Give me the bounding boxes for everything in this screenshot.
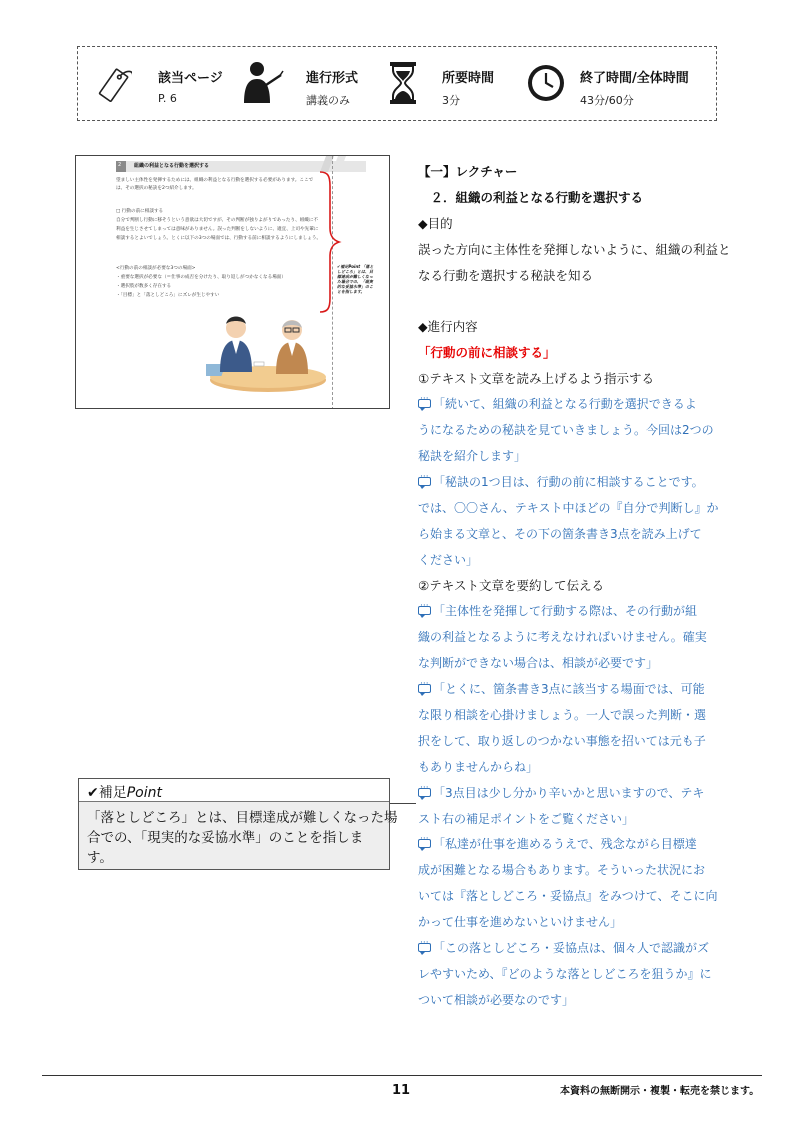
thumbnail-line: <行動の前の相談が必要な3つの場面> — [116, 266, 196, 271]
thumbnail-line: 利益を生じさせてしまっては意味がありません。誤った判断をしないように、適宜、上司や先輩に — [116, 227, 319, 232]
note-line — [418, 214, 728, 232]
note-line — [418, 343, 728, 361]
note-line — [418, 421, 728, 438]
point-line: 合での、「現実的な妥協水準」のことを指しま — [87, 830, 364, 846]
meeting-illustration — [206, 314, 336, 394]
thumbnail-line: 自分で判断し行動に移そうという意欲は大切ですが、その判断が独りよがりであったり、組織に不 — [116, 218, 319, 223]
check-icon: ✔ — [87, 785, 99, 801]
speech-bubble-icon — [418, 606, 431, 615]
info-label: 該当ページ — [158, 71, 223, 86]
session-info-box — [77, 46, 717, 121]
note-line — [418, 810, 728, 827]
note-text: 「私達が仕事を進めるうえで、残念ながら目標達 — [433, 837, 697, 852]
note-text: ら始まる文章と、その下の箇条書き3点を読み上げて — [418, 526, 702, 541]
note-line — [418, 576, 728, 594]
note-line — [418, 654, 728, 671]
thumbnail-line: ・重要な選択が必要な（＝仕事の成否を分けたり、取り返しがつかなくなる場面） — [116, 275, 286, 280]
note-line — [418, 499, 728, 516]
thumbnail-line: 望ましい主体性を発揮するためには、組織の利益となる行動を選択する必要があります。ここで — [116, 178, 314, 183]
note-line — [418, 628, 728, 645]
speech-line — [418, 835, 728, 852]
speech-bubble-icon — [418, 943, 431, 952]
info-page — [98, 47, 248, 122]
note-text: レやすいため、『どのような落としどころを狙うか』に — [418, 966, 712, 981]
point-title-suffix: Point — [126, 785, 162, 801]
note-line — [418, 965, 728, 982]
speech-bubble-icon — [418, 399, 431, 408]
note-text: うになるための秘訣を見ていきましょう。今回は2つの — [418, 423, 714, 437]
note-text: ◆進行内容 — [418, 319, 478, 335]
info-value: 講義のみ — [306, 94, 350, 107]
tag-icon — [98, 63, 132, 107]
note-text: なる行動を選択する秘訣を知る — [418, 267, 594, 283]
note-line — [418, 732, 728, 749]
speech-line — [418, 939, 728, 956]
note-line — [418, 758, 728, 775]
note-line — [418, 188, 728, 206]
speech-line — [418, 395, 728, 412]
point-connector-line — [390, 803, 416, 804]
note-line — [418, 551, 728, 568]
note-line — [418, 317, 728, 335]
note-text: ください」 — [418, 552, 479, 567]
note-text: ①テキスト文章を読み上げるよう指示する — [418, 371, 654, 387]
thumbnail-number: 2 — [118, 162, 122, 168]
footer-rule — [42, 1075, 762, 1076]
note-line — [418, 240, 731, 258]
info-format — [238, 47, 388, 122]
note-text: 「とくに、箇条書き3点に該当する場面では、可能 — [433, 682, 705, 696]
thumbnail-line: ・選択肢が数多く存在する — [116, 284, 172, 289]
speech-line — [418, 784, 728, 801]
speech-line — [418, 680, 728, 697]
note-line — [418, 861, 728, 878]
note-text: な判断ができない場合は、相談が必要です」 — [418, 656, 659, 671]
info-value: 3分 — [442, 94, 460, 107]
textbook-thumbnail — [75, 155, 390, 409]
note-text: 「この落としどころ・妥協点は、個々人で認識がズ — [433, 941, 710, 955]
page-number: 11 — [392, 1083, 411, 1098]
note-line — [418, 991, 728, 1008]
speech-bubble-icon — [418, 788, 431, 797]
point-title-prefix: 補足 — [98, 785, 127, 801]
note-text: 「続いて、組織の利益となる行動を選択できるよ — [433, 397, 697, 412]
note-text: ◆目的 — [418, 215, 453, 231]
point-line: す。 — [87, 850, 113, 866]
note-text: 「主体性を発揮して行動する際は、その行動が組 — [433, 604, 698, 619]
note-text: 【一】レクチャー — [418, 164, 518, 179]
info-label: 進行形式 — [306, 71, 359, 86]
note-text: ついて相談が必要なのです」 — [418, 992, 575, 1007]
thumbnail-side-note: ✔補足Point 「落としどころ」とは、目標達成が難しくなった場合での、「現実的な妥協水準」のことを指します。 — [337, 264, 374, 294]
note-text: 秘訣を紹介します」 — [418, 448, 527, 463]
note-text: 「行動の前に相談する」 — [418, 345, 556, 361]
note-text: 択をして、取り返しのつかない事態を招いては元も子 — [418, 733, 706, 748]
note-line — [418, 706, 728, 723]
note-line — [418, 525, 728, 542]
note-text: 成が困難となる場合もあります。そういった状況にお — [418, 863, 706, 878]
point-title — [87, 782, 162, 802]
hourglass-icon — [388, 61, 418, 105]
note-text: では、〇〇さん、テキスト中ほどの『自分で判断し』か — [418, 500, 719, 515]
note-text: もありませんからね」 — [418, 759, 539, 774]
note-line — [418, 447, 728, 464]
note-text: ２．組織の利益となる行動を選択する — [418, 189, 644, 205]
presenter-icon — [241, 59, 285, 107]
note-line — [418, 369, 728, 387]
note-text: いては『落としどころ・妥協点』をみつけて、そこに向 — [418, 889, 718, 904]
info-duration — [386, 47, 526, 122]
note-text: かって仕事を進めないといけません」 — [418, 915, 623, 930]
info-label: 所要時間 — [442, 71, 495, 86]
speech-bubble-icon — [418, 477, 431, 486]
thumbnail-line: は、その選択の秘訣を2つ紹介します。 — [116, 186, 197, 191]
note-text: 「3点目は少し分かり辛いかと思いますので、テキ — [433, 785, 705, 800]
note-text: な限り相談を心掛けましょう。一人で誤った判断・選 — [418, 707, 707, 722]
thumbnail-title: 組織の利益となる行動を選択する — [134, 163, 210, 169]
thumbnail-line: ・「目標」と「落としどころ」にズレが生じやすい — [116, 293, 220, 298]
point-header — [79, 779, 389, 802]
point-line: 「落としどころ」とは、目標達成が難しくなった場 — [87, 810, 398, 826]
thumbnail-line: □ 行動の前に相談する — [116, 209, 164, 214]
note-line — [418, 887, 728, 904]
info-end-time — [524, 47, 714, 122]
clock-icon — [526, 63, 566, 103]
info-value: P. 6 — [158, 92, 177, 105]
note-text: 織の利益となるように考えなければいけません。確実 — [418, 630, 707, 645]
speech-bubble-icon — [418, 839, 431, 848]
thumbnail-line: 相談するとよいでしょう。とくに以下の3つの場面では、行動する前に相談するようにしましょう。 — [116, 236, 322, 241]
note-line — [418, 266, 728, 284]
info-value: 43分/60分 — [580, 94, 634, 107]
note-text: 「秘訣の1つ目は、行動の前に相談することです。 — [433, 474, 704, 489]
bracket-icon — [318, 170, 342, 316]
copyright-notice: 本資料の無断開示・複製・転売を禁じます。 — [560, 1086, 760, 1097]
note-line — [418, 913, 728, 930]
note-text: スト右の補足ポイントをご覧ください」 — [418, 811, 635, 826]
speech-bubble-icon — [418, 684, 431, 693]
info-label: 終了時間/全体時間 — [580, 71, 689, 86]
speech-line — [418, 602, 728, 619]
note-text: 誤った方向に主体性を発揮しないように、組織の利益と — [418, 241, 731, 257]
note-line — [418, 162, 728, 180]
supplement-point-box — [78, 778, 398, 870]
speech-line — [418, 473, 728, 490]
note-text: ②テキスト文章を要約して伝える — [418, 578, 604, 594]
